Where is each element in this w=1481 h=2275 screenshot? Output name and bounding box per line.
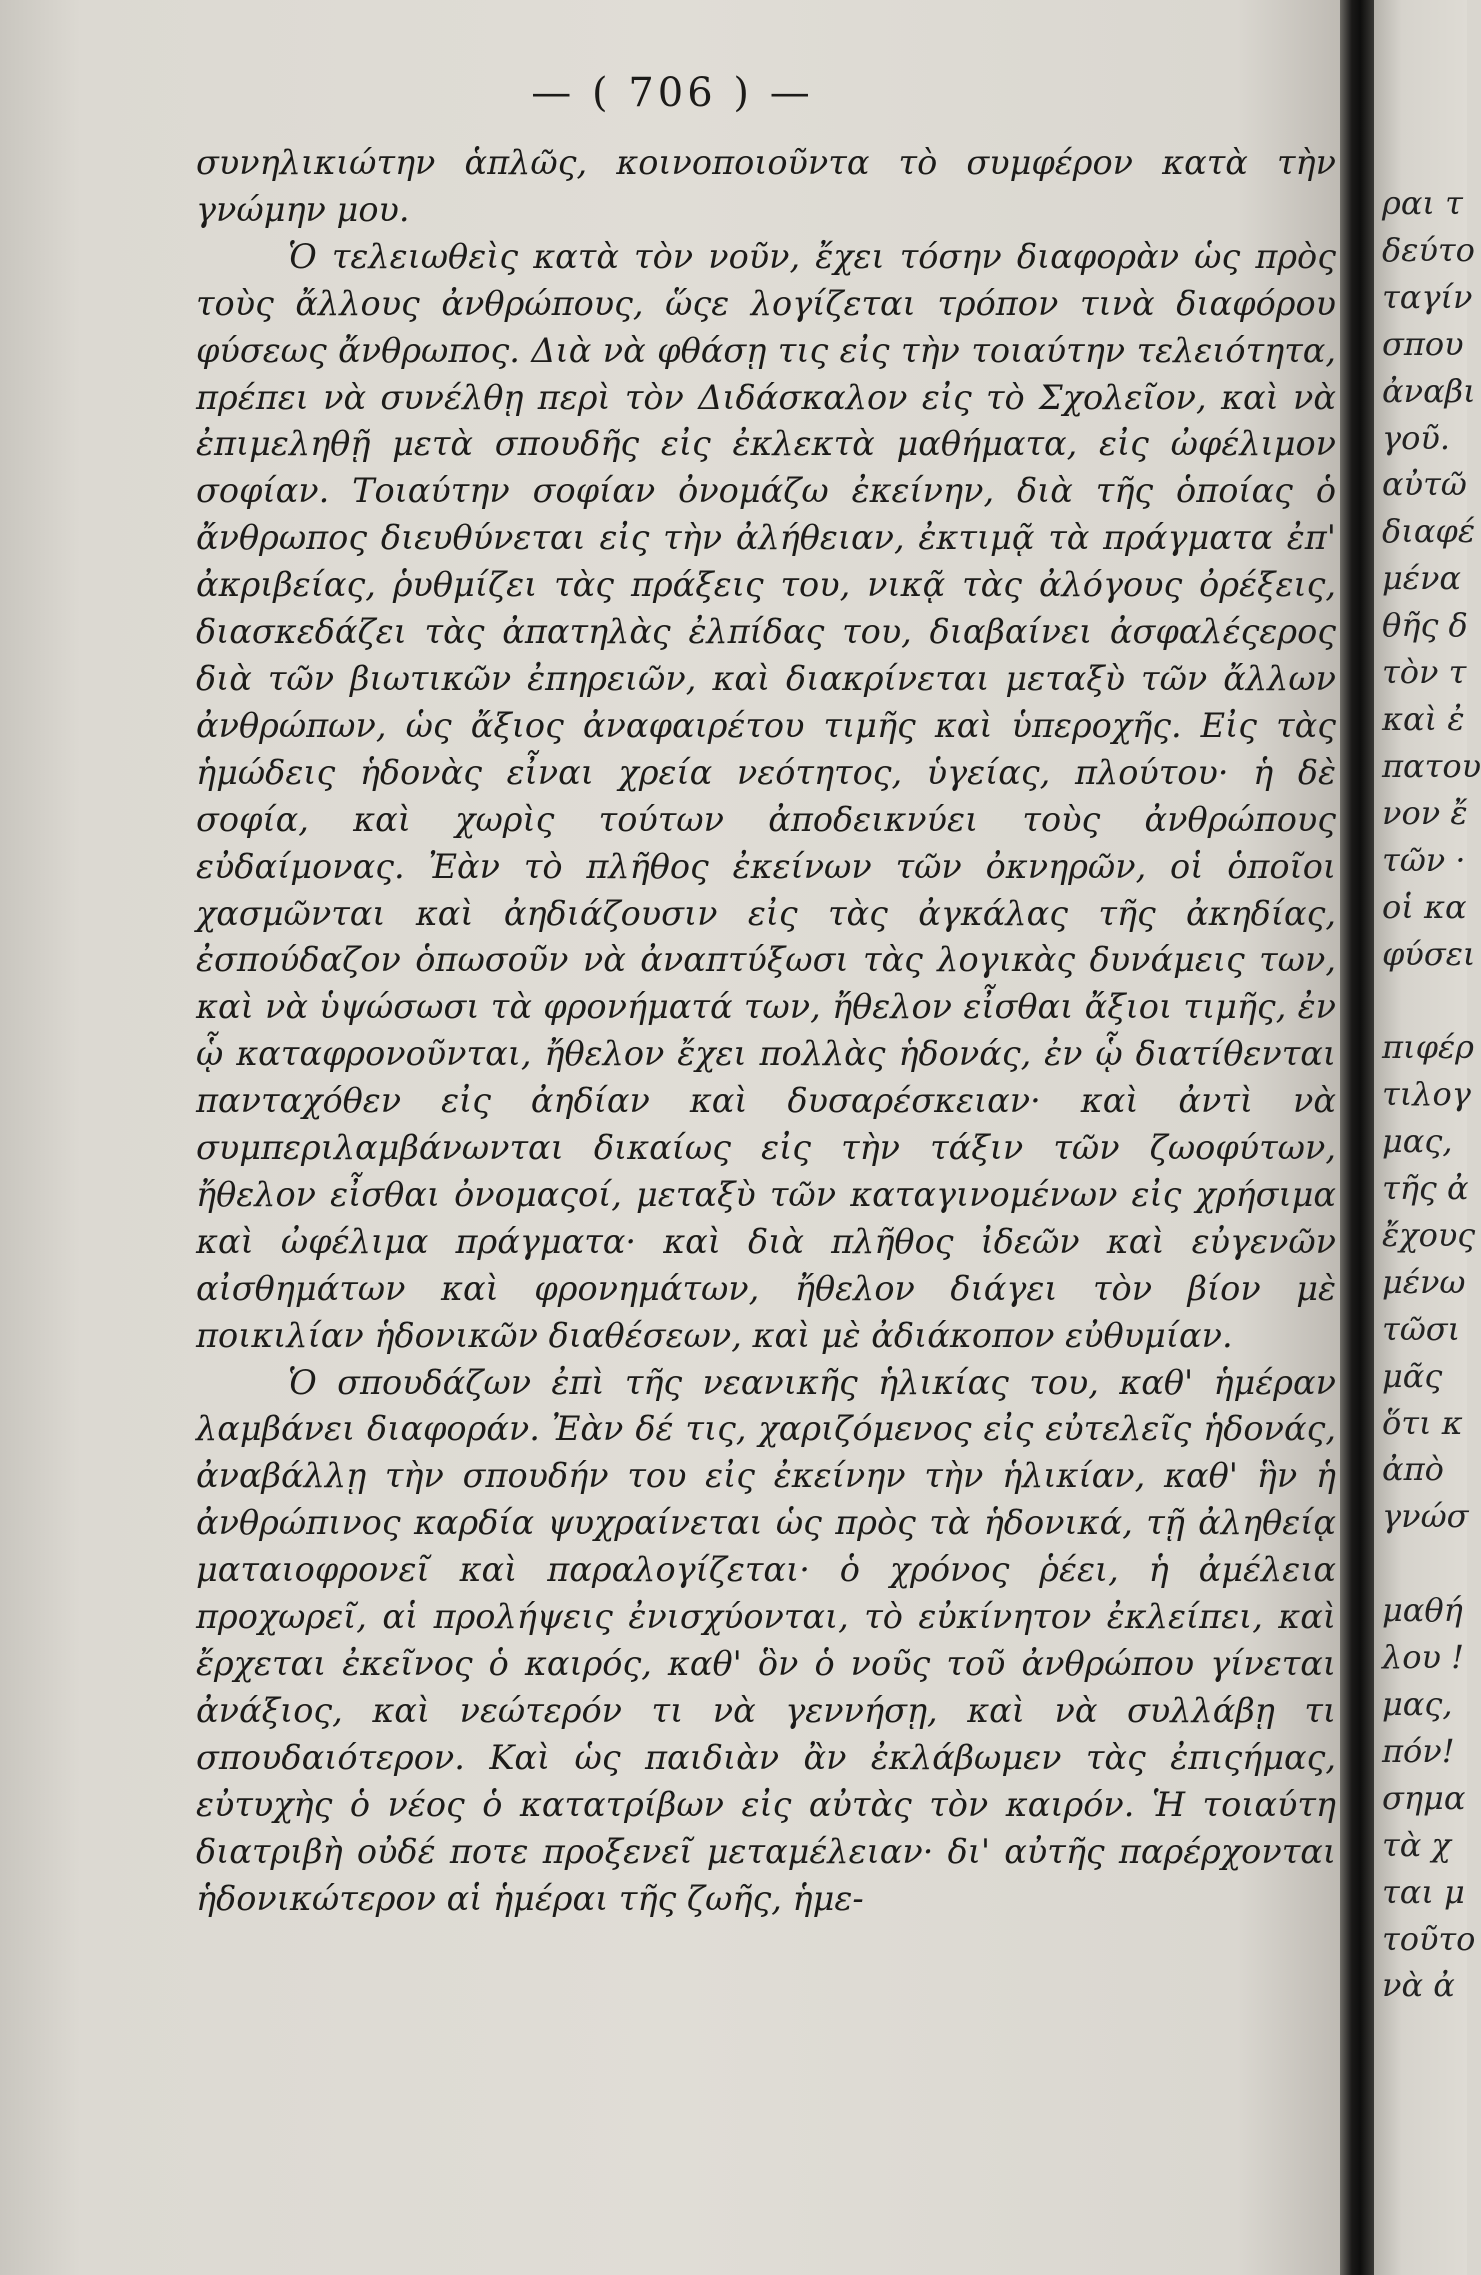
facing-page-line: ὅτι κ (1382, 1403, 1463, 1442)
facing-page-line: τῆς ἀ (1382, 1169, 1469, 1208)
facing-page-line (1382, 977, 1472, 1024)
facing-page-line: γνώσ (1382, 1497, 1469, 1536)
facing-page-line: φύσει (1382, 934, 1476, 973)
facing-page-line: αὐτῶ (1382, 465, 1467, 504)
facing-page-line: νον ἔ (1382, 793, 1468, 832)
paragraph-1: συνηλικιώτην ἁπλῶς, κοινοποιοῦντα τὸ συμφέρον κατὰ τὴν γνώμην μου. (196, 143, 1336, 229)
facing-page-line: σπου (1382, 324, 1464, 363)
facing-page-fragments (1382, 180, 1481, 2009)
facing-page-line: δεύτο (1382, 230, 1475, 269)
facing-page-line: τὰ χ (1382, 1825, 1451, 1864)
facing-page-line: γοῦ. (1382, 418, 1451, 457)
facing-page-line: τὸν τ (1382, 653, 1467, 692)
facing-page-line: τῶν · (1382, 840, 1466, 879)
facing-page-line: ἀναβι (1382, 371, 1476, 410)
facing-page-line: πατου (1382, 746, 1481, 785)
facing-page-line: οἱ κα (1382, 887, 1467, 926)
facing-page-line: μαθή (1382, 1591, 1463, 1630)
facing-page-line: ται μ (1382, 1872, 1465, 1911)
facing-page-line: μένα (1382, 559, 1462, 598)
facing-page-line: μένω (1382, 1262, 1466, 1301)
facing-page-line: ραι τ (1382, 184, 1463, 222)
facing-page-line: ταγίν (1382, 277, 1473, 316)
facing-page-line: πιφέρ (1382, 1028, 1474, 1067)
facing-page-line: νὰ ἀ (1382, 1966, 1455, 2005)
facing-page-line: καὶ ἐ (1382, 699, 1465, 738)
book-gutter (1340, 0, 1374, 2275)
facing-page-line (1382, 1540, 1472, 1587)
paragraph-3: Ὁ σπουδάζων ἐπὶ τῆς νεανικῆς ἡλικίας του, καθ' ἡμέραν λαμβάνει διαφοράν. Ἐὰν δέ τις, χαριζόμενος εἰς εὐτελεῖς ἡδονάς, ἀναβάλλῃ τὴν σπουδήν του εἰς ἐκείνην τὴν ἡλικίαν, καθ' ἣν ἡ ἀνθρώπινος καρδία ψυχραίνεται ὡς πρὸς τὰ ἡδονικά, τῇ ἀληθείᾳ ματαιοφρονεῖ καὶ παραλογίζεται· ὁ χρόνος ῥέει, ἡ ἀμέλεια προχωρεῖ, αἱ προλήψεις ἐνισχύονται, τὸ εὐκίνητον ἐκλείπει, καὶ ἔρχεται ἐκεῖνος ὁ καιρός, καθ' ὃν ὁ νοῦς τοῦ ἀνθρώπου γίνεται ἀνάξιος, καὶ νεώτερόν τι νὰ γεννήσῃ, καὶ νὰ συλλάβῃ τι σπουδαιότερον. Καὶ ὡς παιδιὰν ἂν ἐκλάβωμεν τὰς ἐπιςήμας, εὐτυχὴς ὁ νέος ὁ κατατρίβων εἰς αὐτὰς τὸν καιρόν. Ἡ τοιαύτη διατριβὴ οὐδέ ποτε προξενεῖ μεταμέλειαν· δι' αὐτῆς παρέρχονται ἡδονικώτερον αἱ ἡμέραι τῆς ζωῆς, ἡμε- (196, 1362, 1336, 1918)
facing-page-line: μᾶς (1382, 1356, 1443, 1395)
facing-page-line: πόν! (1382, 1731, 1455, 1770)
facing-page-line: θῆς δ (1382, 606, 1468, 645)
facing-page-edge (1374, 0, 1481, 2275)
facing-page-line: ἀπὸ (1382, 1450, 1444, 1489)
facing-page-line: διαφέ (1382, 512, 1475, 551)
facing-page-line: τιλογ (1382, 1075, 1471, 1114)
facing-page-line: ἔχους (1382, 1215, 1476, 1254)
facing-page-line: λου ! (1382, 1638, 1465, 1677)
facing-page-line: μας, (1382, 1685, 1453, 1723)
body-text (196, 140, 1336, 1922)
page-number: — ( 706 ) — (531, 70, 814, 116)
paragraph-2: Ὁ τελειωθεὶς κατὰ τὸν νοῦν, ἔχει τόσην διαφορὰν ὡς πρὸς τοὺς ἄλλους ἀνθρώπους, ὥςε λογίζεται τρόπον τινὰ διαφόρου φύσεως ἄνθρωπος. Διὰ νὰ φθάσῃ τις εἰς τὴν τοιαύτην τελειότητα, πρέπει νὰ συνέλθῃ περὶ τὸν Διδάσκαλον εἰς τὸ Σχολεῖον, καὶ νὰ ἐπιμεληθῇ μετὰ σπουδῆς εἰς ἐκλεκτὰ μαθήματα, εἰς ὠφέλιμον σοφίαν. Τοιαύτην σοφίαν ὀνομάζω ἐκείνην, διὰ τῆς ὁποίας ὁ ἄνθρωπος διευθύνεται εἰς τὴν ἀλήθειαν, ἐκτιμᾷ τὰ πράγματα ἐπ' ἀκριβείας, ῥυθμίζει τὰς πράξεις του, νικᾷ τὰς ἀλόγους ὀρέξεις, διασκεδάζει τὰς ἀπατηλὰς ἐλπίδας του, διαβαίνει ἀσφαλέςερος διὰ τῶν βιωτικῶν ἐπηρειῶν, καὶ διακρίνεται μεταξὺ τῶν ἄλλων ἀνθρώπων, ὡς ἄξιος ἀναφαιρέτου τιμῆς καὶ ὑπεροχῆς. Εἰς τὰς ἡμώδεις ἡδονὰς εἶναι χρεία νεότητος, ὑγείας, πλούτου· ἡ δὲ σοφία, καὶ χωρὶς τούτων ἀποδεικνύει τοὺς ἀνθρώπους εὐδαίμονας. Ἐὰν τὸ πλῆθος ἐκείνων τῶν ὀκνηρῶν, οἱ ὁποῖοι χασμῶνται καὶ ἀηδιάζουσιν εἰς τὰς ἀγκάλας τῆς ἀκηδίας, ἐσπούδαζον ὁπωσοῦν νὰ ἀναπτύξωσι τὰς λογικὰς δυνάμεις των, καὶ νὰ ὑψώσωσι τὰ φρονήματά των, ἤθελον εἶσθαι ἄξιοι τιμῆς, ἐν ᾧ καταφρονοῦνται, ἤθελον ἔχει πολλὰς ἡδονάς, ἐν ᾧ διατίθενται πανταχόθεν εἰς ἀηδίαν καὶ δυσαρέσκειαν· καὶ ἀντὶ νὰ συμπεριλαμβάνωνται δικαίως εἰς τὴν τάξιν τῶν ζωοφύτων, ἤθελον εἶσθαι ὀνομαςοί, μεταξὺ τῶν καταγινομένων εἰς χρήσιμα καὶ ὠφέλιμα πράγματα· καὶ διὰ πλῆθος ἰδεῶν καὶ εὐγενῶν αἰσθημάτων καὶ φρονημάτων, ἤθελον διάγει τὸν βίον μὲ ποικιλίαν ἡδονικῶν διαθέσεων, καὶ μὲ ἀδιάκοπον εὐθυμίαν. (196, 236, 1336, 1355)
facing-page-line: τῶσι (1382, 1309, 1461, 1348)
facing-page-line: τοῦτο (1382, 1919, 1476, 1958)
facing-page-line: μας, (1382, 1122, 1453, 1161)
facing-page-line: σημα (1382, 1778, 1466, 1817)
